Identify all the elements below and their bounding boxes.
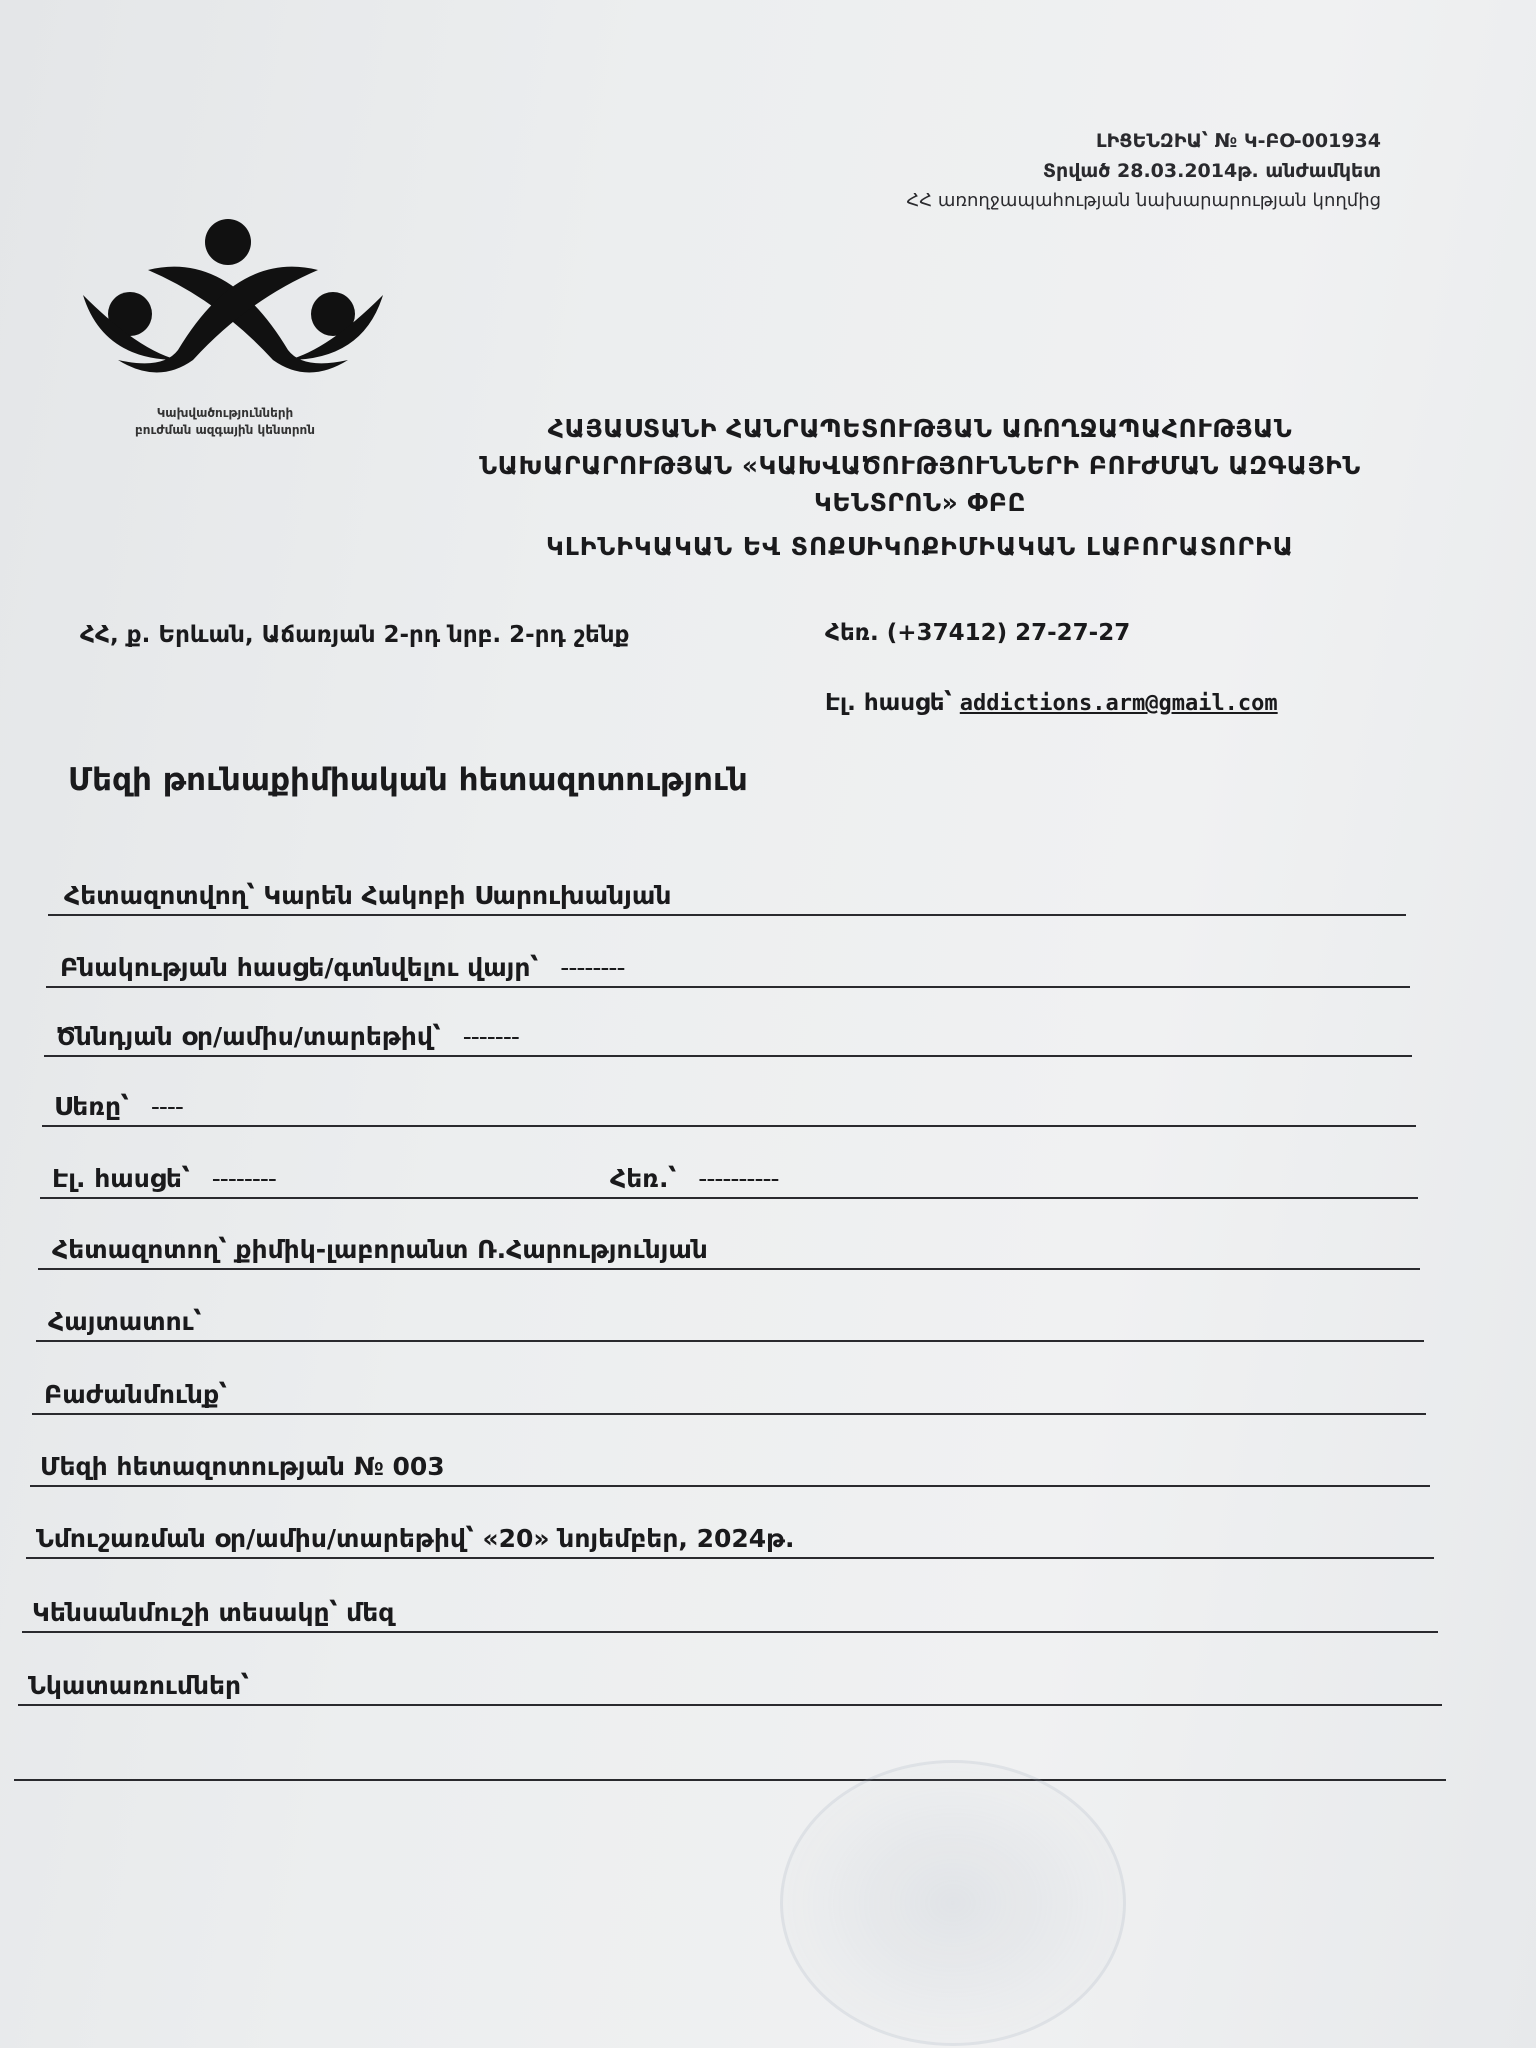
license-date: Տրված 28.03.2014թ. անժամկետ xyxy=(1042,160,1381,182)
test-number-field: Մեզի հետազոտության № 003 xyxy=(40,1452,445,1481)
document-title: Մեզի թունաքիմիական հետազոտություն xyxy=(68,762,748,798)
organization-name: ՀԱՅԱՍՏԱՆԻ ՀԱՆՐԱՊԵՏՈՒԹՅԱՆ ԱՌՈՂՋԱՊԱՀՈՒԹՅԱՆ ՆԱԽԱՐԱՐՈՒԹՅԱՆ «ԿԱԽՎԱԾՈՒԹՅՈՒՆՆԵՐԻ ԲՈՒԺՄԱՆ ԱԶԳԱՅԻՆ ԿԵՆՏՐՈՆ» ՓԲԸ xyxy=(479,414,1361,517)
form-row-contacts xyxy=(40,1157,1418,1199)
patient-email-value: -------- xyxy=(211,1164,276,1193)
form-row-notes xyxy=(18,1664,1442,1706)
patient-email-label: Էլ. հասցե՝ xyxy=(52,1164,190,1193)
department-field: Բաժանմունք՝ xyxy=(44,1380,228,1409)
logo-caption: Կախվածությունների բուժման ազգային կենտրոն xyxy=(135,406,315,437)
patient-phone-value: ---------- xyxy=(698,1164,779,1193)
sex-label: Սեռը՝ xyxy=(54,1092,129,1121)
sex-value: ---- xyxy=(150,1092,183,1121)
form-row-examiner xyxy=(38,1228,1420,1270)
sample-date-field: Նմուշառման օր/ամիս/տարեթիվ՝ «20» նոյեմբեր, 2024թ. xyxy=(36,1524,795,1553)
form-row-sex xyxy=(42,1085,1416,1127)
license-block xyxy=(906,126,1381,216)
organization-address: ՀՀ, ք. Երևան, Աճառյան 2-րդ նրբ. 2-րդ շենք xyxy=(80,622,630,648)
email-link[interactable]: addictions.arm@gmail.com xyxy=(959,691,1278,716)
form-row-blank xyxy=(14,1739,1446,1781)
organization-logo-icon xyxy=(78,210,388,390)
laboratory-name: ԿԼԻՆԻԿԱԿԱՆ ԵՎ ՏՈՔՍԻԿՈՔԻՄԻԱԿԱՆ ԼԱԲՈՐԱՏՈՐԻԱ xyxy=(546,532,1294,561)
organization-email xyxy=(825,690,1278,716)
notes-field: Նկատառումներ՝ xyxy=(28,1671,249,1700)
form-row-department xyxy=(32,1373,1426,1415)
form-row-birthdate xyxy=(44,1015,1412,1057)
patient-field: Հետազոտվող՝ Կարեն Հակոբի Սարուխանյան xyxy=(64,881,672,910)
residence-value: -------- xyxy=(560,953,625,982)
faded-stamp xyxy=(780,1760,1126,2046)
residence-label: Բնակության հասցե/գտնվելու վայր՝ xyxy=(60,953,539,982)
form-row-specimen xyxy=(22,1591,1438,1633)
license-number: ԼԻՑԵՆԶԻԱ՝ № Կ-ԲՕ-001934 xyxy=(1096,130,1381,152)
birthdate-label: Ծննդյան օր/ամիս/տարեթիվ՝ xyxy=(56,1022,441,1051)
license-issuer: ՀՀ առողջապահության նախարարության կողմից xyxy=(906,190,1381,211)
form-row-sample-date xyxy=(26,1517,1434,1559)
form-row-residence xyxy=(46,946,1410,988)
form-row-test-number xyxy=(30,1445,1430,1487)
referrer-field: Հայտատու՝ xyxy=(48,1307,202,1336)
organization-phone: Հեռ. (+37412) 27-27-27 xyxy=(825,620,1131,646)
examiner-field: Հետազոտող՝ քիմիկ-լաբորանտ Ռ.Հարությունյան xyxy=(52,1235,708,1264)
form-row-referrer xyxy=(36,1300,1424,1342)
specimen-type-field: Կենսանմուշի տեսակը՝ մեզ xyxy=(32,1598,395,1627)
email-label: Էլ. հասցե՝ xyxy=(825,690,952,716)
form-row-patient xyxy=(48,874,1406,916)
birthdate-value: ------- xyxy=(462,1022,519,1051)
patient-phone-label: Հեռ.՝ xyxy=(610,1164,677,1193)
